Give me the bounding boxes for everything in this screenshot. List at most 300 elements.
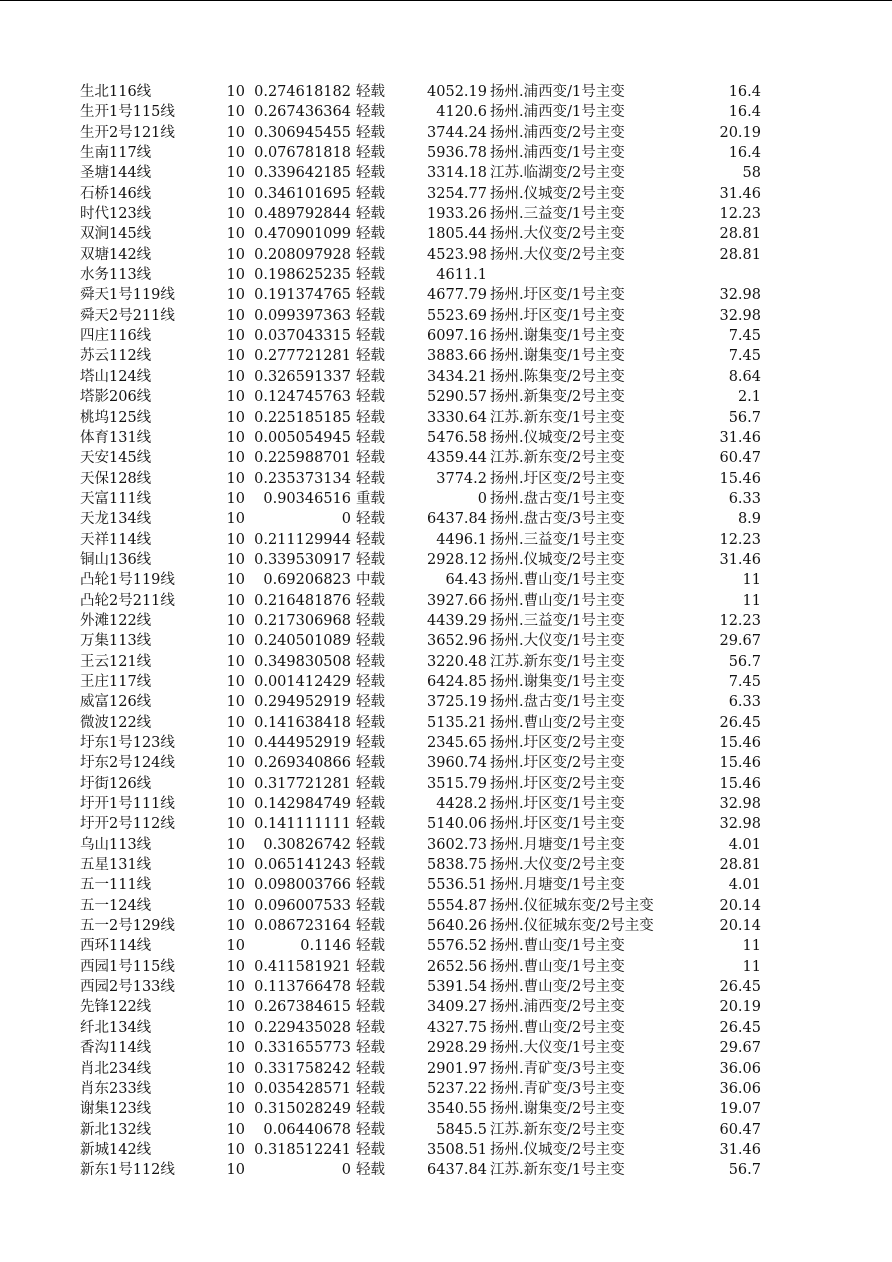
voltage-cell: 10: [226, 979, 245, 996]
load-rate-cell: 0.444952919: [254, 735, 351, 751]
substation-cell: 江苏.临湖变/2号主变: [490, 165, 625, 182]
transformer-load-cell: 56.7: [728, 409, 761, 426]
table-row: [0, 102, 892, 122]
transformer-load-cell: 6.33: [728, 490, 761, 507]
capacity-cell: 4496.1: [436, 531, 487, 548]
load-status-cell: 轻载: [356, 511, 385, 528]
line-name-cell: 舜天1号119线: [80, 287, 175, 304]
transformer-load-cell: 26.45: [719, 1019, 761, 1036]
transformer-load-cell: 56.7: [728, 653, 761, 670]
voltage-cell: 10: [226, 389, 245, 406]
transformer-load-cell: 12.23: [719, 206, 761, 223]
load-rate-cell: 0.269340866: [254, 755, 351, 772]
voltage-cell: 10: [226, 1019, 245, 1036]
table-row: [0, 285, 892, 305]
capacity-cell: 6437.84: [427, 1162, 487, 1179]
voltage-cell: 10: [226, 572, 245, 589]
load-status-cell: 轻载: [356, 775, 385, 792]
table-row: [0, 306, 892, 326]
load-status-cell: 轻载: [356, 1141, 385, 1158]
load-rate-cell: 0.141638418: [254, 714, 351, 731]
capacity-cell: 4428.2: [436, 796, 487, 813]
table-row: [0, 611, 892, 631]
capacity-cell: 1933.26: [427, 206, 487, 223]
transformer-load-cell: 29.67: [719, 1040, 761, 1057]
line-name-cell: 塔山124线: [80, 368, 152, 385]
substation-cell: 扬州.新集变/2号主变: [490, 389, 625, 406]
transformer-load-cell: 7.45: [728, 673, 761, 690]
line-name-cell: 肖东233线: [80, 1080, 152, 1097]
load-rate-cell: 0.331655773: [254, 1040, 351, 1057]
load-status-cell: 轻载: [356, 1162, 385, 1179]
table-row: [0, 672, 892, 692]
table-row: [0, 184, 892, 204]
transformer-load-cell: 31.46: [719, 1141, 761, 1158]
voltage-cell: 10: [226, 267, 245, 284]
transformer-load-cell: 20.19: [719, 124, 761, 141]
line-name-cell: 苏云112线: [80, 348, 152, 365]
table-row: [0, 530, 892, 550]
transformer-load-cell: 15.46: [719, 735, 761, 751]
transformer-load-cell: 32.98: [719, 796, 761, 813]
table-row: [0, 1018, 892, 1038]
voltage-cell: 10: [226, 165, 245, 182]
substation-cell: 扬州.曹山变/2号主变: [490, 979, 625, 996]
capacity-cell: 3515.79: [427, 775, 487, 792]
line-name-cell: 圣塘144线: [80, 165, 152, 182]
capacity-cell: 5838.75: [427, 857, 487, 874]
voltage-cell: 10: [226, 897, 245, 914]
load-status-cell: 中载: [356, 572, 385, 589]
substation-cell: 扬州.曹山变/2号主变: [490, 714, 625, 731]
capacity-cell: 6437.84: [427, 511, 487, 528]
capacity-cell: 5936.78: [427, 145, 487, 162]
feeder-load-table: [0, 82, 892, 1181]
transformer-load-cell: 36.06: [719, 1080, 761, 1097]
transformer-load-cell: 11: [742, 958, 761, 975]
line-name-cell: 双涧145线: [80, 226, 152, 243]
load-status-cell: 轻载: [356, 470, 385, 487]
line-name-cell: 生开1号115线: [80, 104, 175, 121]
load-status-cell: 轻载: [356, 857, 385, 874]
load-rate-cell: 0.142984749: [254, 796, 351, 813]
load-status-cell: 轻载: [356, 612, 385, 629]
load-status-cell: 重载: [356, 490, 385, 507]
capacity-cell: 5290.57: [427, 389, 487, 406]
capacity-cell: 0: [477, 490, 487, 507]
load-status-cell: 轻载: [356, 389, 385, 406]
line-name-cell: 新北132线: [80, 1121, 152, 1138]
line-name-cell: 塔影206线: [80, 389, 152, 406]
load-status-cell: 轻载: [356, 226, 385, 243]
table-row: [0, 1160, 892, 1180]
transformer-load-cell: 11: [742, 572, 761, 589]
capacity-cell: 5536.51: [427, 877, 487, 894]
transformer-load-cell: 26.45: [719, 714, 761, 731]
capacity-cell: 5237.22: [427, 1080, 487, 1097]
capacity-cell: 4677.79: [427, 287, 487, 304]
substation-cell: 扬州.谢集变/1号主变: [490, 348, 625, 365]
capacity-cell: 4359.44: [427, 450, 487, 467]
capacity-cell: 5391.54: [427, 979, 487, 996]
load-rate-cell: 0.217306968: [254, 612, 351, 629]
table-row: [0, 957, 892, 977]
load-status-cell: 轻载: [356, 328, 385, 345]
capacity-cell: 4052.19: [427, 84, 487, 100]
substation-cell: 扬州.大仪变/1号主变: [490, 1040, 625, 1057]
substation-cell: 扬州.谢集变/1号主变: [490, 673, 625, 690]
load-status-cell: 轻载: [356, 124, 385, 141]
transformer-load-cell: 32.98: [719, 287, 761, 304]
voltage-cell: 10: [226, 368, 245, 385]
table-row: [0, 428, 892, 448]
substation-cell: 扬州.大仪变/2号主变: [490, 226, 625, 243]
substation-cell: 江苏.新东变/1号主变: [490, 1162, 625, 1179]
line-name-cell: 天龙134线: [80, 511, 152, 528]
capacity-cell: 3330.64: [427, 409, 487, 426]
line-name-cell: 五一111线: [80, 877, 152, 894]
voltage-cell: 10: [226, 816, 245, 833]
load-status-cell: 轻载: [356, 979, 385, 996]
transformer-load-cell: 15.46: [719, 470, 761, 487]
voltage-cell: 10: [226, 185, 245, 202]
line-name-cell: 西园1号115线: [80, 958, 175, 975]
voltage-cell: 10: [226, 633, 245, 650]
voltage-cell: 10: [226, 1040, 245, 1057]
load-rate-cell: 0.315028249: [254, 1101, 351, 1118]
capacity-cell: 3508.51: [427, 1141, 487, 1158]
transformer-load-cell: 16.4: [728, 84, 761, 100]
voltage-cell: 10: [226, 124, 245, 141]
capacity-cell: 4327.75: [427, 1019, 487, 1036]
load-status-cell: 轻载: [356, 1040, 385, 1057]
load-status-cell: 轻载: [356, 1019, 385, 1036]
transformer-load-cell: 7.45: [728, 348, 761, 365]
substation-cell: 扬州.谢集变/1号主变: [490, 328, 625, 345]
load-status-cell: 轻载: [356, 999, 385, 1016]
voltage-cell: 10: [226, 857, 245, 874]
line-name-cell: 四庄116线: [80, 328, 152, 345]
load-rate-cell: 0.208097928: [254, 246, 351, 263]
page-top-border: [0, 0, 892, 1]
table-row: [0, 753, 892, 773]
voltage-cell: 10: [226, 775, 245, 792]
table-row: [0, 489, 892, 509]
transformer-load-cell: 16.4: [728, 145, 761, 162]
load-rate-cell: 0.06440678: [263, 1121, 351, 1138]
capacity-cell: 5476.58: [427, 429, 487, 446]
table-row: [0, 977, 892, 997]
substation-cell: 扬州.曹山变/1号主变: [490, 572, 625, 589]
substation-cell: 扬州.圩区变/1号主变: [490, 796, 625, 813]
capacity-cell: 4611.1: [436, 267, 487, 284]
voltage-cell: 10: [226, 226, 245, 243]
load-status-cell: 轻载: [356, 1080, 385, 1097]
substation-cell: 扬州.仪城变/2号主变: [490, 185, 625, 202]
transformer-load-cell: 20.14: [719, 918, 761, 935]
capacity-cell: 6424.85: [427, 673, 487, 690]
line-name-cell: 圩东2号124线: [80, 755, 175, 772]
load-rate-cell: 0.294952919: [254, 694, 351, 711]
capacity-cell: 3960.74: [427, 755, 487, 772]
load-status-cell: 轻载: [356, 1060, 385, 1077]
load-rate-cell: 0.317721281: [254, 775, 351, 792]
capacity-cell: 5523.69: [427, 307, 487, 324]
load-status-cell: 轻载: [356, 1121, 385, 1138]
substation-cell: 扬州.谢集变/2号主变: [490, 1101, 625, 1118]
transformer-load-cell: 36.06: [719, 1060, 761, 1077]
load-rate-cell: 0.225185185: [254, 409, 351, 426]
table-row: [0, 204, 892, 224]
load-rate-cell: 0.086723164: [254, 918, 351, 935]
substation-cell: 扬州.曹山变/1号主变: [490, 592, 625, 609]
substation-cell: 江苏.新东变/1号主变: [490, 653, 625, 670]
voltage-cell: 10: [226, 714, 245, 731]
transformer-load-cell: 7.45: [728, 328, 761, 345]
transformer-load-cell: 4.01: [728, 877, 761, 894]
line-name-cell: 肖北234线: [80, 1060, 152, 1077]
table-row: [0, 408, 892, 428]
substation-cell: 江苏.新东变/1号主变: [490, 409, 625, 426]
capacity-cell: 4120.6: [436, 104, 487, 121]
substation-cell: 扬州.仪城变/2号主变: [490, 429, 625, 446]
voltage-cell: 10: [226, 450, 245, 467]
table-row: [0, 835, 892, 855]
capacity-cell: 2652.56: [427, 958, 487, 975]
substation-cell: 扬州.浦西变/2号主变: [490, 124, 625, 141]
substation-cell: 扬州.盘古变/1号主变: [490, 490, 625, 507]
load-status-cell: 轻载: [356, 653, 385, 670]
transformer-load-cell: 11: [742, 938, 761, 955]
transformer-load-cell: 2.1: [737, 389, 761, 406]
substation-cell: 扬州.圩区变/2号主变: [490, 735, 625, 751]
voltage-cell: 10: [226, 653, 245, 670]
transformer-load-cell: 56.7: [728, 1162, 761, 1179]
line-name-cell: 外滩122线: [80, 612, 152, 629]
voltage-cell: 10: [226, 409, 245, 426]
capacity-cell: 3602.73: [427, 836, 487, 853]
line-name-cell: 威富126线: [80, 694, 152, 711]
load-status-cell: 轻载: [356, 938, 385, 955]
substation-cell: 扬州.盘古变/3号主变: [490, 511, 625, 528]
load-status-cell: 轻载: [356, 246, 385, 263]
substation-cell: 扬州.青矿变/3号主变: [490, 1060, 625, 1077]
load-status-cell: 轻载: [356, 592, 385, 609]
substation-cell: 江苏.新东变/2号主变: [490, 450, 625, 467]
load-rate-cell: 0.306945455: [254, 124, 351, 141]
line-name-cell: 纤北134线: [80, 1019, 152, 1036]
load-status-cell: 轻载: [356, 958, 385, 975]
line-name-cell: 圩东1号123线: [80, 735, 175, 751]
load-rate-cell: 0.277721281: [254, 348, 351, 365]
transformer-load-cell: 8.9: [737, 511, 761, 528]
load-rate-cell: 0.274618182: [254, 84, 351, 100]
load-rate-cell: 0.098003766: [254, 877, 351, 894]
line-name-cell: 时代123线: [80, 206, 152, 223]
line-name-cell: 先锋122线: [80, 999, 152, 1016]
transformer-load-cell: 8.64: [728, 368, 761, 385]
line-name-cell: 圩街126线: [80, 775, 152, 792]
line-name-cell: 西环114线: [80, 938, 152, 955]
substation-cell: 扬州.圩区变/2号主变: [490, 775, 625, 792]
table-row: [0, 1099, 892, 1119]
substation-cell: 扬州.月塘变/1号主变: [490, 836, 625, 853]
substation-cell: 扬州.仪征城东变/2号主变: [490, 897, 654, 914]
line-name-cell: 五一2号129线: [80, 918, 175, 935]
load-status-cell: 轻载: [356, 450, 385, 467]
substation-cell: 扬州.圩区变/1号主变: [490, 287, 625, 304]
load-rate-cell: 0.225988701: [254, 450, 351, 467]
substation-cell: 扬州.浦西变/2号主变: [490, 999, 625, 1016]
voltage-cell: 10: [226, 348, 245, 365]
capacity-cell: 3652.96: [427, 633, 487, 650]
substation-cell: 扬州.圩区变/1号主变: [490, 816, 625, 833]
transformer-load-cell: 32.98: [719, 816, 761, 833]
table-row: [0, 448, 892, 468]
table-row: [0, 997, 892, 1017]
capacity-cell: 3220.48: [427, 653, 487, 670]
table-row: [0, 1120, 892, 1140]
table-row: [0, 916, 892, 936]
transformer-load-cell: 20.19: [719, 999, 761, 1016]
capacity-cell: 3927.66: [427, 592, 487, 609]
line-name-cell: 西园2号133线: [80, 979, 175, 996]
capacity-cell: 5554.87: [427, 897, 487, 914]
capacity-cell: 3774.2: [436, 470, 487, 487]
line-name-cell: 凸轮1号119线: [80, 572, 175, 589]
load-status-cell: 轻载: [356, 673, 385, 690]
transformer-load-cell: 58: [742, 165, 761, 182]
line-name-cell: 水务113线: [80, 267, 152, 284]
load-rate-cell: 0.1146: [300, 938, 351, 955]
line-name-cell: 乌山113线: [80, 836, 152, 853]
substation-cell: 扬州.大仪变/2号主变: [490, 857, 625, 874]
load-rate-cell: 0.076781818: [254, 145, 351, 162]
load-status-cell: 轻载: [356, 796, 385, 813]
load-rate-cell: 0.331758242: [254, 1060, 351, 1077]
transformer-load-cell: 28.81: [719, 226, 761, 243]
load-rate-cell: 0.099397363: [254, 307, 351, 324]
table-row: [0, 896, 892, 916]
voltage-cell: 10: [226, 551, 245, 568]
transformer-load-cell: 19.07: [719, 1101, 761, 1118]
transformer-load-cell: 31.46: [719, 429, 761, 446]
load-rate-cell: 0.037043315: [254, 328, 351, 345]
substation-cell: 扬州.仪城变/2号主变: [490, 1141, 625, 1158]
line-name-cell: 铜山136线: [80, 551, 152, 568]
load-status-cell: 轻载: [356, 145, 385, 162]
capacity-cell: 5640.26: [427, 918, 487, 935]
load-rate-cell: 0.141111111: [254, 816, 351, 833]
load-rate-cell: 0.346101695: [254, 185, 351, 202]
line-name-cell: 谢集123线: [80, 1101, 152, 1118]
line-name-cell: 天富111线: [80, 490, 152, 507]
voltage-cell: 10: [226, 1060, 245, 1077]
line-name-cell: 石桥146线: [80, 185, 152, 202]
voltage-cell: 10: [226, 246, 245, 263]
voltage-cell: 10: [226, 206, 245, 223]
voltage-cell: 10: [226, 531, 245, 548]
capacity-cell: 5576.52: [427, 938, 487, 955]
load-rate-cell: 0.349830508: [254, 653, 351, 670]
load-status-cell: 轻载: [356, 287, 385, 304]
load-status-cell: 轻载: [356, 836, 385, 853]
voltage-cell: 10: [226, 755, 245, 772]
table-row: [0, 469, 892, 489]
table-row: [0, 1140, 892, 1160]
capacity-cell: 5845.5: [436, 1121, 487, 1138]
capacity-cell: 2928.29: [427, 1040, 487, 1057]
table-row: [0, 387, 892, 407]
line-name-cell: 天祥114线: [80, 531, 152, 548]
capacity-cell: 2901.97: [427, 1060, 487, 1077]
load-rate-cell: 0.267436364: [254, 104, 351, 121]
line-name-cell: 圩开2号112线: [80, 816, 175, 833]
substation-cell: 江苏.新东变/2号主变: [490, 1121, 625, 1138]
line-name-cell: 新城142线: [80, 1141, 152, 1158]
voltage-cell: 10: [226, 104, 245, 121]
load-status-cell: 轻载: [356, 735, 385, 751]
table-row: [0, 591, 892, 611]
load-rate-cell: 0.216481876: [254, 592, 351, 609]
transformer-load-cell: 11: [742, 592, 761, 609]
load-rate-cell: 0.065141243: [254, 857, 351, 874]
transformer-load-cell: 15.46: [719, 755, 761, 772]
load-rate-cell: 0.113766478: [254, 979, 351, 996]
substation-cell: 扬州.三益变/1号主变: [490, 612, 625, 629]
line-name-cell: 生南117线: [80, 145, 152, 162]
line-name-cell: 凸轮2号211线: [80, 592, 175, 609]
substation-cell: 扬州.三益变/1号主变: [490, 206, 625, 223]
load-status-cell: 轻载: [356, 877, 385, 894]
load-rate-cell: 0.326591337: [254, 368, 351, 385]
voltage-cell: 10: [226, 84, 245, 100]
line-name-cell: 五一124线: [80, 897, 152, 914]
line-name-cell: 舜天2号211线: [80, 307, 175, 324]
voltage-cell: 10: [226, 877, 245, 894]
transformer-load-cell: 15.46: [719, 775, 761, 792]
load-rate-cell: 0.198625235: [254, 267, 351, 284]
table-row: [0, 123, 892, 143]
voltage-cell: 10: [226, 938, 245, 955]
transformer-load-cell: 16.4: [728, 104, 761, 121]
load-rate-cell: 0.191374765: [254, 287, 351, 304]
transformer-load-cell: 60.47: [719, 1121, 761, 1138]
load-status-cell: 轻载: [356, 206, 385, 223]
capacity-cell: 1805.44: [427, 226, 487, 243]
capacity-cell: 3409.27: [427, 999, 487, 1016]
substation-cell: 扬州.圩区变/2号主变: [490, 755, 625, 772]
transformer-load-cell: 6.33: [728, 694, 761, 711]
load-status-cell: 轻载: [356, 368, 385, 385]
load-status-cell: 轻载: [356, 897, 385, 914]
substation-cell: 扬州.曹山变/1号主变: [490, 958, 625, 975]
load-rate-cell: 0.096007533: [254, 897, 351, 914]
transformer-load-cell: 28.81: [719, 857, 761, 874]
transformer-load-cell: 4.01: [728, 836, 761, 853]
capacity-cell: 4523.98: [427, 246, 487, 263]
capacity-cell: 3540.55: [427, 1101, 487, 1118]
table-row: [0, 224, 892, 244]
load-rate-cell: 0.470901099: [254, 226, 351, 243]
voltage-cell: 10: [226, 999, 245, 1016]
substation-cell: 扬州.曹山变/2号主变: [490, 1019, 625, 1036]
table-row: [0, 163, 892, 183]
table-row: [0, 652, 892, 672]
substation-cell: 扬州.浦西变/1号主变: [490, 104, 625, 121]
substation-cell: 扬州.青矿变/3号主变: [490, 1080, 625, 1097]
voltage-cell: 10: [226, 328, 245, 345]
